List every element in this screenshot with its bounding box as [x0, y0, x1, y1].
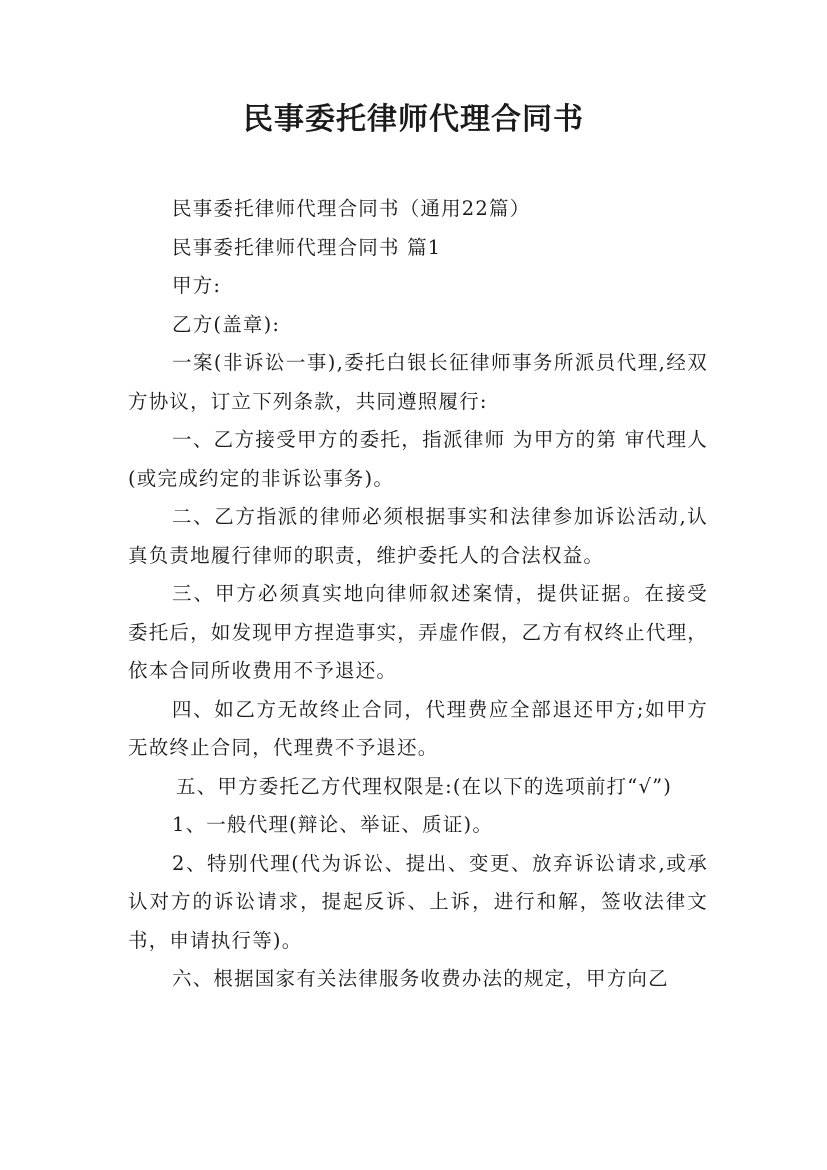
paragraph-option-general: 1、一般代理(辩论、举证、质证)。 [172, 813, 494, 836]
paragraph-collection-title: 民事委托律师代理合同书（通用22篇） [172, 197, 531, 220]
paragraph-party-b: 乙方(盖章): [172, 312, 281, 336]
paragraph-clause-4: 四、如乙方无故终止合同，代理费应全部退还甲方;如甲方无故终止合同，代理费不予退还。 [128, 697, 708, 759]
document-body [128, 190, 708, 999]
paragraph-case-intro: 一案(非诉讼一事),委托白银长征律师事务所派员代理,经双方协议，订立下列条款，共同遵照履行: [128, 351, 708, 413]
document-title: 民事委托律师代理合同书 [243, 102, 584, 137]
paragraph-clause-2: 二、乙方指派的律师必须根据事实和法律参加诉讼活动,认真负责地履行律师的职责，维护委托人的合法权益。 [128, 505, 708, 567]
paragraph-party-a: 甲方: [172, 274, 222, 297]
paragraph-clause-3: 三、甲方必须真实地向律师叙述案情，提供证据。在接受委托后，如发现甲方捏造事实，弄虚作假，乙方有权终止代理，依本合同所收费用不予退还。 [128, 582, 708, 682]
paragraph-clause-6: 六、根据国家有关法律服务收费办法的规定，甲方向乙 [172, 967, 669, 990]
paragraph-option-special: 2、特别代理(代为诉讼、提出、变更、放弃诉讼请求,或承认对方的诉讼请求，提起反诉、上诉，进行和解，签收法律文书，申请执行等)。 [128, 851, 708, 952]
paragraph-clause-1: 一、乙方接受甲方的委托，指派律师 为甲方的第 审代理人(或完成约定的非诉讼事务)。 [128, 428, 708, 490]
paragraph-clause-5: 五、甲方委托乙方代理权限是:(在以下的选项前打“√”) [176, 774, 673, 798]
paragraph-section-heading: 民事委托律师代理合同书 篇1 [172, 235, 442, 259]
